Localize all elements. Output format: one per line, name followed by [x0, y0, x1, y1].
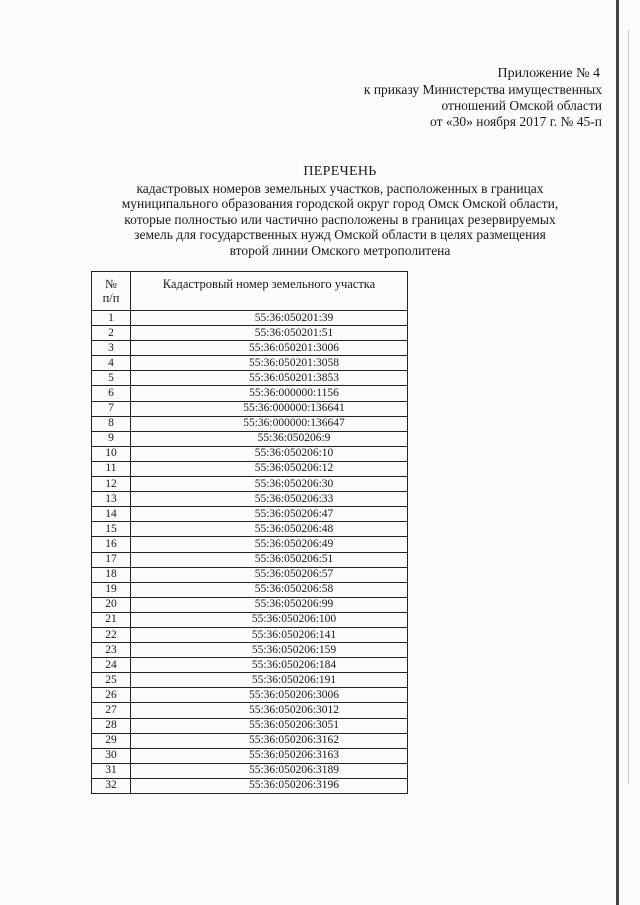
cadastral-number-cell: 55:36:050206:49	[131, 537, 408, 552]
cadastral-number-cell: 55:36:050206:99	[131, 597, 408, 612]
table-header-row	[92, 272, 408, 311]
cadastral-number-cell: 55:36:050206:3162	[131, 733, 408, 748]
cadastral-number-cell: 55:36:050206:48	[131, 522, 408, 537]
row-number-cell: 22	[92, 627, 131, 642]
table-row	[92, 718, 408, 733]
table-row	[92, 537, 408, 552]
row-number-cell: 18	[92, 567, 131, 582]
row-number-cell: 31	[92, 763, 131, 778]
cadastral-number-cell: 55:36:050206:3163	[131, 748, 408, 763]
cadastral-number-cell: 55:36:000000:136641	[131, 401, 408, 416]
cadastral-number-cell: 55:36:050206:3012	[131, 703, 408, 718]
scan-edge-line	[616, 0, 619, 905]
cadastral-number-cell: 55:36:050206:47	[131, 507, 408, 522]
cadastral-number-cell: 55:36:050206:191	[131, 673, 408, 688]
row-number-cell: 21	[92, 612, 131, 627]
row-number-cell: 16	[92, 537, 131, 552]
heading-line-3: которые полностью или частично расположены в границах резервируемых	[124, 211, 556, 227]
table-row	[92, 582, 408, 597]
cadastral-number-cell: 55:36:050206:9	[131, 431, 408, 446]
cadastral-number-cell: 55:36:050206:12	[131, 461, 408, 476]
table-row	[92, 658, 408, 673]
row-number-cell: 13	[92, 492, 131, 507]
table-row	[92, 446, 408, 461]
table-row	[92, 612, 408, 627]
table-row	[92, 461, 408, 476]
cadastral-number-cell: 55:36:050206:159	[131, 643, 408, 658]
row-number-cell: 5	[92, 371, 131, 386]
table-row	[92, 597, 408, 612]
row-number-cell: 2	[92, 326, 131, 341]
cadastral-table	[91, 271, 408, 794]
cadastral-number-cell: 55:36:050206:30	[131, 477, 408, 492]
row-number-cell: 23	[92, 643, 131, 658]
row-number-cell: 11	[92, 461, 131, 476]
table-row	[92, 386, 408, 401]
table-row	[92, 552, 408, 567]
table-row	[92, 763, 408, 778]
column-header-number-line2: п/п	[102, 291, 120, 305]
row-number-cell: 10	[92, 446, 131, 461]
column-header-number	[92, 272, 131, 311]
table-row	[92, 703, 408, 718]
row-number-cell: 15	[92, 522, 131, 537]
row-number-cell: 4	[92, 356, 131, 371]
table-row	[92, 733, 408, 748]
appendix-order-ref: к приказу Министерства имущественных	[363, 82, 602, 97]
table-row	[92, 567, 408, 582]
row-number-cell: 25	[92, 673, 131, 688]
cadastral-number-cell: 55:36:050206:3196	[131, 778, 408, 793]
row-number-cell: 27	[92, 703, 131, 718]
table-row	[92, 507, 408, 522]
row-number-cell: 29	[92, 733, 131, 748]
cadastral-number-cell: 55:36:050201:51	[131, 326, 408, 341]
table-row	[92, 627, 408, 642]
row-number-cell: 6	[92, 386, 131, 401]
row-number-cell: 3	[92, 341, 131, 356]
cadastral-number-cell: 55:36:050206:184	[131, 658, 408, 673]
row-number-cell: 28	[92, 718, 131, 733]
cadastral-number-cell: 55:36:050206:57	[131, 567, 408, 582]
table-row	[92, 778, 408, 793]
row-number-cell: 24	[92, 658, 131, 673]
appendix-order-date: от «30» ноября 2017 г. № 45-п	[430, 114, 602, 129]
heading-line-4: земель для государственных нужд Омской области в целях размещения	[134, 227, 546, 242]
table-row	[92, 416, 408, 431]
table-row	[92, 492, 408, 507]
heading-line-2: муниципального образования городской округ город Омск Омской области,	[121, 196, 559, 211]
cadastral-number-cell: 55:36:050201:3006	[131, 341, 408, 356]
cadastral-number-cell: 55:36:050206:51	[131, 552, 408, 567]
row-number-cell: 8	[92, 416, 131, 431]
document-title: ПЕРЕЧЕНЬ	[303, 164, 377, 179]
document-heading	[100, 164, 580, 258]
cadastral-number-cell: 55:36:050201:3853	[131, 371, 408, 386]
table-row	[92, 371, 408, 386]
cadastral-number-cell: 55:36:050206:141	[131, 627, 408, 642]
row-number-cell: 26	[92, 688, 131, 703]
row-number-cell: 30	[92, 748, 131, 763]
table-body	[92, 311, 408, 794]
appendix-number: Приложение № 4	[497, 66, 600, 81]
heading-line-5: второй линии Омского метрополитена	[229, 242, 451, 258]
row-number-cell: 9	[92, 431, 131, 446]
cadastral-number-cell: 55:36:050206:33	[131, 492, 408, 507]
column-header-cadastral: Кадастровый номер земельного участка	[131, 272, 408, 311]
cadastral-number-cell: 55:36:050206:3189	[131, 763, 408, 778]
row-number-cell: 17	[92, 552, 131, 567]
table-row	[92, 522, 408, 537]
cadastral-number-cell: 55:36:050201:39	[131, 311, 408, 326]
heading-line-1: кадастровых номеров земельных участков, расположенных в границах	[136, 180, 544, 196]
table-row	[92, 748, 408, 763]
table-row	[92, 356, 408, 371]
table-row	[92, 311, 408, 326]
row-number-cell: 32	[92, 778, 131, 793]
row-number-cell: 20	[92, 597, 131, 612]
row-number-cell: 1	[92, 311, 131, 326]
cadastral-number-cell: 55:36:050206:10	[131, 446, 408, 461]
table-row	[92, 643, 408, 658]
cadastral-number-cell: 55:36:050206:100	[131, 612, 408, 627]
row-number-cell: 14	[92, 507, 131, 522]
row-number-cell: 7	[92, 401, 131, 416]
table-row	[92, 673, 408, 688]
table-row	[92, 341, 408, 356]
row-number-cell: 12	[92, 477, 131, 492]
cadastral-number-cell: 55:36:000000:1156	[131, 386, 408, 401]
cadastral-number-cell: 55:36:050206:58	[131, 582, 408, 597]
cadastral-number-cell: 55:36:050201:3058	[131, 356, 408, 371]
table-row	[92, 688, 408, 703]
appendix-ministry: отношений Омской области	[441, 98, 602, 113]
table-row	[92, 431, 408, 446]
cadastral-number-cell: 55:36:050206:3006	[131, 688, 408, 703]
table-row	[92, 401, 408, 416]
row-number-cell: 19	[92, 582, 131, 597]
cadastral-number-cell: 55:36:000000:136647	[131, 416, 408, 431]
scan-edge-faint-line	[628, 30, 629, 785]
appendix-block	[282, 66, 602, 130]
table-row	[92, 477, 408, 492]
cadastral-number-cell: 55:36:050206:3051	[131, 718, 408, 733]
table-row	[92, 326, 408, 341]
column-header-number-line1: №	[105, 277, 117, 291]
